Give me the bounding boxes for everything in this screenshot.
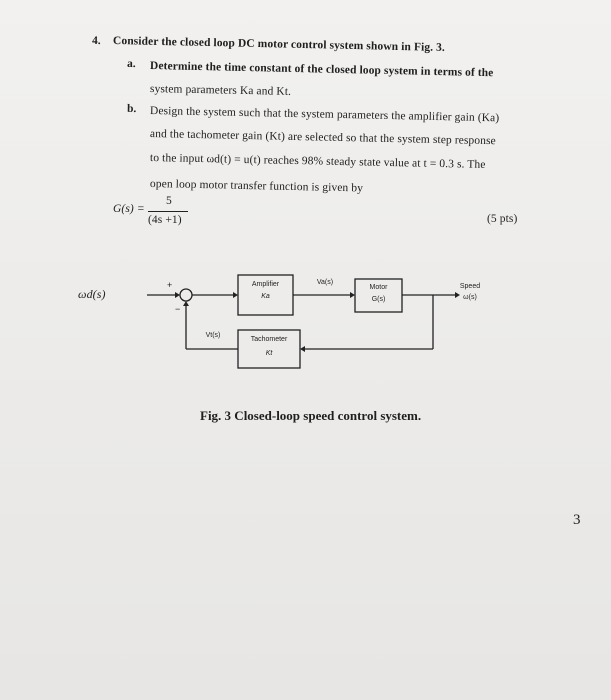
- part-a-line1: Determine the time constant of the closed loop system in terms of the: [149, 60, 494, 80]
- part-b-line1: Design the system such that the system parameters the amplifier gain (Ka): [149, 105, 500, 125]
- question-intro: Consider the closed loop DC motor control system shown in Fig. 3.: [112, 35, 446, 54]
- speed-title: Speed: [459, 283, 481, 290]
- minus-sign: −: [175, 304, 181, 314]
- page-number: 3: [573, 512, 581, 528]
- question-number: 4.: [91, 34, 101, 48]
- tf-denominator: (4s +1): [148, 214, 182, 226]
- amplifier-gain: Ka: [261, 293, 270, 300]
- input-label: ωd(s): [78, 287, 106, 301]
- amplifier-title: Amplifier: [251, 281, 280, 288]
- part-a-line2: system parameters Ka and Kt.: [149, 83, 292, 98]
- part-b-label: b.: [126, 102, 137, 116]
- tf-numerator: 5: [166, 195, 172, 207]
- speed-signal: ω(s): [463, 294, 477, 301]
- tachometer-gain: Kt: [265, 350, 273, 357]
- figure-caption: Fig. 3 Closed-loop speed control system.: [200, 408, 422, 423]
- motor-title: Motor: [369, 284, 388, 291]
- part-a-label: a.: [126, 57, 136, 71]
- part-b-line4: open loop motor transfer function is given by: [149, 178, 364, 195]
- motor-tf: G(s): [371, 296, 386, 303]
- part-b-line3: to the input ωd(t) = u(t) reaches 98% steady state value at t = 0.3 s. The: [149, 152, 486, 172]
- tf-lhs: G(s) =: [113, 203, 145, 215]
- points-label: (5 pts): [487, 213, 518, 225]
- plus-sign: +: [167, 280, 173, 290]
- part-b-line2: and the tachometer gain (Kt) are selected so that the system step response: [149, 128, 496, 148]
- tachometer-title: Tachometer: [250, 336, 288, 343]
- va-label: Va(s): [316, 279, 334, 286]
- summing-junction: [180, 289, 192, 301]
- vt-label: Vt(s): [205, 332, 221, 339]
